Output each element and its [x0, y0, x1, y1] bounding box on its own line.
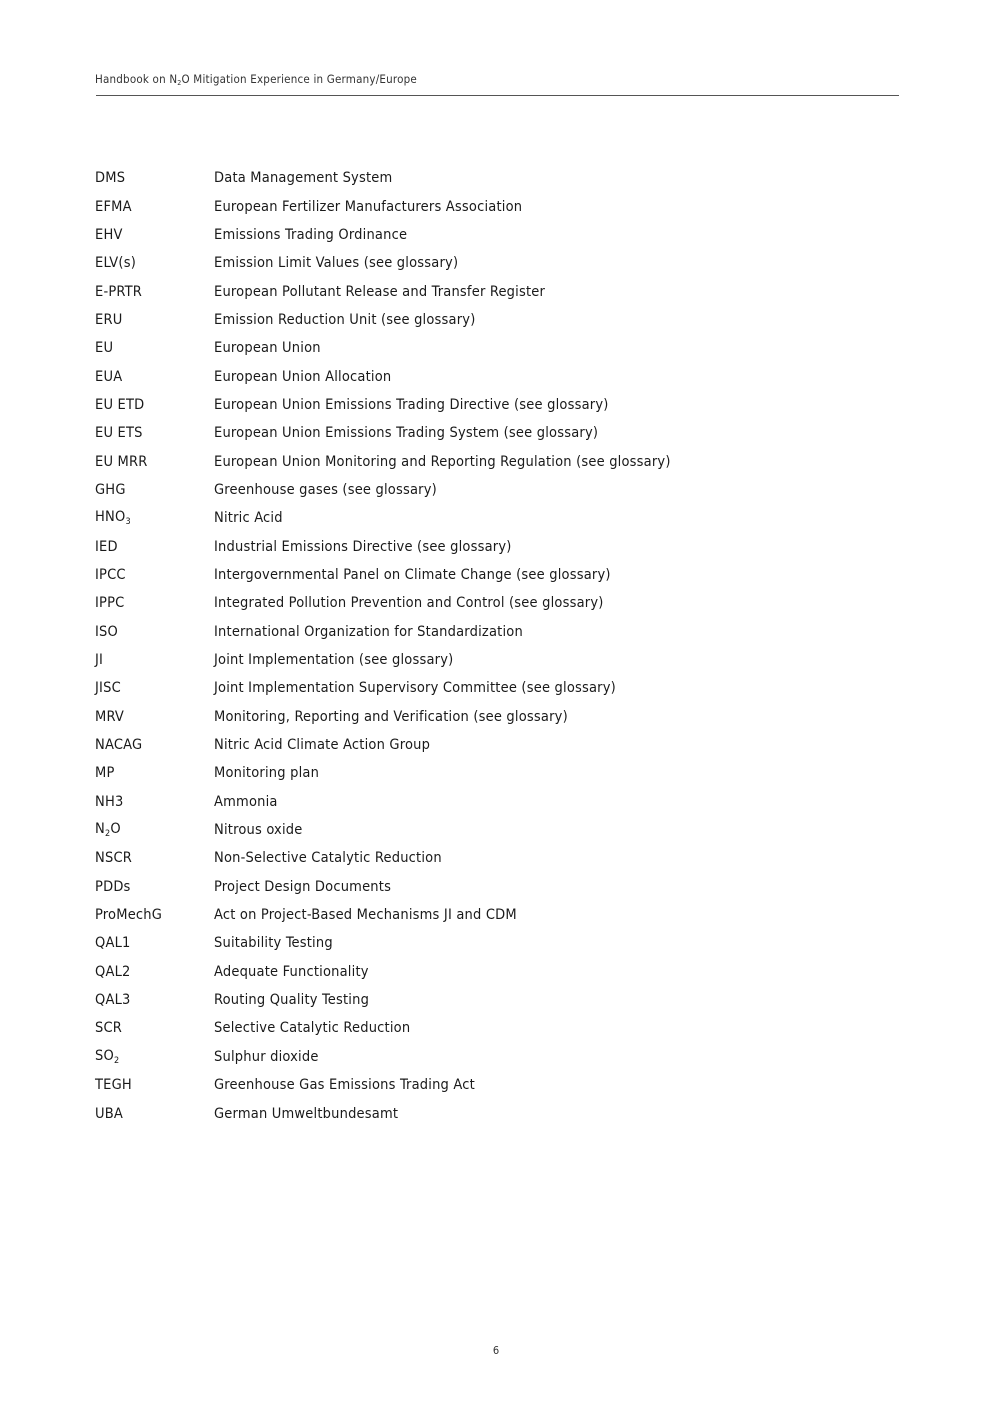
header-title-subscript: 2: [177, 79, 182, 87]
abbreviation-term: [95, 509, 214, 527]
abbreviation-definition: Integrated Pollution Prevention and Control (see glossary): [214, 595, 604, 612]
abbreviation-definition: Suitability Testing: [214, 935, 333, 952]
abbreviation-definition: European Union Emissions Trading Directive (see glossary): [214, 396, 609, 413]
abbreviation-term-text: QAL1: [95, 935, 131, 952]
abbreviation-term: [95, 369, 214, 385]
abbreviation-definition: European Union Emissions Trading System (see glossary): [214, 425, 599, 442]
abbreviation-definition: European Union Allocation: [214, 368, 392, 385]
abbreviation-term: [95, 567, 214, 583]
abbreviation-definition: Routing Quality Testing: [214, 992, 370, 1009]
abbreviation-term: [95, 1020, 214, 1036]
abbreviation-definition: Monitoring, Reporting and Verification (see glossary): [214, 708, 568, 725]
abbreviation-definition: Nitric Acid: [214, 510, 283, 527]
abbreviation-term: [95, 737, 214, 753]
abbreviation-row: [95, 1071, 895, 1099]
abbreviation-term: [95, 425, 214, 441]
abbreviation-row: [95, 561, 895, 589]
abbreviation-row: [95, 306, 895, 334]
abbreviation-definition: Project Design Documents: [214, 878, 392, 895]
abbreviation-term: [95, 907, 214, 923]
abbreviation-row: [95, 986, 895, 1014]
abbreviation-term-subscript: 2: [113, 1055, 120, 1066]
abbreviation-term: [95, 595, 214, 611]
abbreviation-term-text: DMS: [95, 170, 126, 187]
abbreviation-row: [95, 334, 895, 362]
abbreviation-definition: Ammonia: [214, 793, 278, 810]
abbreviation-term: [95, 482, 214, 498]
abbreviation-list: [95, 164, 895, 1128]
abbreviation-row: [95, 703, 895, 731]
abbreviation-row: [95, 844, 895, 872]
abbreviation-definition: Nitric Acid Climate Action Group: [214, 737, 431, 754]
abbreviation-term: [95, 227, 214, 243]
abbreviation-definition: Monitoring plan: [214, 765, 320, 782]
abbreviation-definition: Greenhouse gases (see glossary): [214, 481, 437, 498]
abbreviation-term: [95, 850, 214, 866]
abbreviation-row: [95, 816, 895, 844]
page-number: 6: [492, 1344, 500, 1357]
abbreviation-definition: Nitrous oxide: [214, 822, 303, 839]
running-header: [95, 72, 417, 87]
abbreviation-row: [95, 391, 895, 419]
abbreviation-term: [95, 765, 214, 781]
abbreviation-term: [95, 284, 214, 300]
abbreviation-term-text: JI: [95, 652, 104, 669]
abbreviation-row: [95, 646, 895, 674]
abbreviation-row: [95, 419, 895, 447]
abbreviation-term-text: MRV: [95, 708, 125, 725]
abbreviation-definition: Joint Implementation Supervisory Committee (see glossary): [214, 680, 616, 697]
abbreviation-term-text: ISO: [95, 623, 118, 640]
abbreviation-term: [95, 1106, 214, 1122]
abbreviation-term-text: NACAG: [95, 737, 143, 754]
abbreviation-term-text: N: [95, 821, 105, 838]
abbreviation-row: [95, 1099, 895, 1127]
header-rule: [96, 95, 899, 96]
abbreviation-term-text: JISC: [95, 680, 121, 697]
abbreviation-row: [95, 504, 895, 532]
abbreviation-definition: Emission Reduction Unit (see glossary): [214, 311, 476, 328]
abbreviation-definition: Emission Limit Values (see glossary): [214, 255, 459, 272]
abbreviation-term: [95, 794, 214, 810]
abbreviation-term-text: HNO: [95, 509, 126, 526]
abbreviation-row: [95, 759, 895, 787]
abbreviation-row: [95, 589, 895, 617]
abbreviation-term-text: NSCR: [95, 850, 133, 867]
abbreviation-definition: European Union: [214, 340, 321, 357]
abbreviation-definition: Intergovernmental Panel on Climate Change (see glossary): [214, 566, 611, 583]
abbreviation-definition: Emissions Trading Ordinance: [214, 226, 408, 243]
abbreviation-term: [95, 199, 214, 215]
abbreviation-term-text: EU ETS: [95, 425, 143, 442]
abbreviation-definition: International Organization for Standardization: [214, 623, 523, 640]
abbreviation-term: [95, 879, 214, 895]
abbreviation-term-text: ERU: [95, 311, 123, 328]
abbreviation-term-text: EU ETD: [95, 396, 145, 413]
abbreviation-term: [95, 170, 214, 186]
abbreviation-term-text: EU: [95, 340, 114, 357]
abbreviation-term-subscript: 2: [104, 829, 111, 840]
abbreviation-term: [95, 652, 214, 668]
abbreviation-row: [95, 277, 895, 305]
abbreviation-term-subscript: 3: [125, 517, 131, 528]
abbreviation-row: [95, 532, 895, 560]
abbreviation-row: [95, 788, 895, 816]
abbreviation-term-text: EFMA: [95, 198, 132, 215]
abbreviation-term-text: GHG: [95, 481, 126, 498]
abbreviation-definition: Greenhouse Gas Emissions Trading Act: [214, 1077, 475, 1094]
abbreviation-term: [95, 624, 214, 640]
abbreviation-term: [95, 821, 214, 839]
abbreviation-term: [95, 312, 214, 328]
header-title-suffix: O Mitigation Experience in Germany/Europe: [181, 72, 417, 86]
abbreviation-term: [95, 680, 214, 696]
abbreviation-term: [95, 340, 214, 356]
abbreviation-definition: Adequate Functionality: [214, 963, 369, 980]
abbreviation-definition: European Fertilizer Manufacturers Association: [214, 198, 523, 215]
abbreviation-definition: Joint Implementation (see glossary): [214, 652, 454, 669]
abbreviation-term-suffix: O: [110, 821, 121, 838]
abbreviation-row: [95, 192, 895, 220]
abbreviation-definition: European Union Monitoring and Reporting Regulation (see glossary): [214, 453, 671, 470]
abbreviation-term-text: SO: [95, 1047, 114, 1064]
abbreviation-definition: Sulphur dioxide: [214, 1048, 319, 1065]
abbreviation-row: [95, 476, 895, 504]
abbreviation-term-text: PDDs: [95, 878, 131, 895]
abbreviation-term: [95, 709, 214, 725]
abbreviation-row: [95, 362, 895, 390]
abbreviation-term: [95, 992, 214, 1008]
header-title-prefix: Handbook on N: [95, 72, 178, 86]
abbreviation-term: [95, 539, 214, 555]
abbreviation-row: [95, 618, 895, 646]
abbreviation-term: [95, 935, 214, 951]
abbreviation-term-text: IED: [95, 538, 118, 555]
abbreviation-term-text: EU MRR: [95, 453, 148, 470]
abbreviation-row: [95, 249, 895, 277]
abbreviation-term-text: SCR: [95, 1020, 123, 1037]
abbreviation-term-text: ProMechG: [95, 907, 163, 924]
abbreviation-term-text: QAL3: [95, 992, 131, 1009]
abbreviation-row: [95, 1043, 895, 1071]
abbreviation-definition: Data Management System: [214, 170, 393, 187]
abbreviation-term-text: ELV(s): [95, 255, 137, 272]
abbreviation-term-text: TEGH: [95, 1077, 132, 1094]
abbreviation-row: [95, 731, 895, 759]
abbreviation-term-text: UBA: [95, 1105, 124, 1122]
abbreviation-row: [95, 958, 895, 986]
abbreviation-row: [95, 674, 895, 702]
abbreviation-term-text: EUA: [95, 368, 123, 385]
abbreviation-term-text: E-PRTR: [95, 283, 143, 300]
abbreviation-term-text: MP: [95, 765, 115, 782]
abbreviation-term: [95, 397, 214, 413]
abbreviation-row: [95, 447, 895, 475]
abbreviation-term-text: NH3: [95, 793, 124, 810]
abbreviation-definition: Industrial Emissions Directive (see glossary): [214, 538, 512, 555]
abbreviation-term-text: IPCC: [95, 566, 126, 583]
abbreviation-term: [95, 1048, 214, 1066]
abbreviation-definition: Non-Selective Catalytic Reduction: [214, 850, 442, 867]
abbreviation-row: [95, 929, 895, 957]
abbreviation-definition: European Pollutant Release and Transfer Register: [214, 283, 546, 300]
abbreviation-row: [95, 873, 895, 901]
abbreviation-term-text: QAL2: [95, 963, 131, 980]
abbreviation-term: [95, 255, 214, 271]
abbreviation-row: [95, 164, 895, 192]
abbreviation-term: [95, 454, 214, 470]
abbreviation-term: [95, 964, 214, 980]
abbreviation-row: [95, 1014, 895, 1042]
abbreviation-definition: Selective Catalytic Reduction: [214, 1020, 411, 1037]
abbreviation-row: [95, 901, 895, 929]
abbreviation-definition: Act on Project-Based Mechanisms JI and CDM: [214, 907, 517, 924]
abbreviation-term-text: EHV: [95, 226, 123, 243]
abbreviation-term: [95, 1077, 214, 1093]
abbreviation-row: [95, 221, 895, 249]
abbreviation-term-text: IPPC: [95, 595, 125, 612]
abbreviation-definition: German Umweltbundesamt: [214, 1105, 399, 1122]
